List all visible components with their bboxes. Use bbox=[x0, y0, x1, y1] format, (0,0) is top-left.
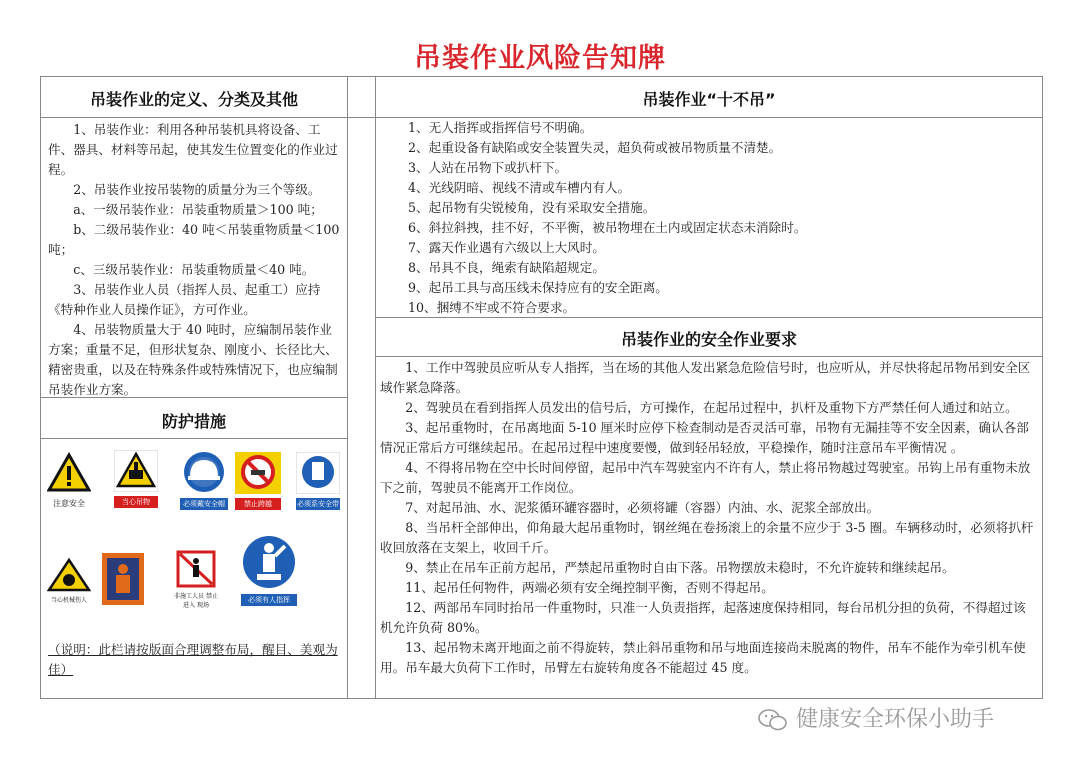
list-item: 4、光线阴暗、视线不清或车槽内有人。 bbox=[408, 180, 631, 195]
machinery-hazard-sign bbox=[47, 558, 91, 606]
divider bbox=[375, 356, 1043, 357]
definition-text bbox=[48, 120, 342, 400]
protective-clothing-sign bbox=[102, 553, 144, 605]
sign-label: 必须戴安全帽 bbox=[180, 498, 228, 510]
falling-object-sign bbox=[114, 450, 158, 506]
safety-requirements-heading: 吊装作业的安全作业要求 bbox=[620, 330, 797, 349]
list-item: 9、起吊工具与高压线未保持应有的安全距离。 bbox=[408, 280, 668, 295]
ten-prohibitions-heading: 吊装作业“十不吊” bbox=[642, 90, 776, 109]
definition-line: a、一级吊装作业：吊装重物质量＞100 吨； bbox=[73, 202, 323, 217]
list-item: 1、无人指挥或指挥信号不明确。 bbox=[408, 120, 593, 135]
definition-line: 1、吊装作业：利用各种吊装机具将设备、工件、器具、材料等吊起，使其发生位置变化的作业过程。 bbox=[48, 122, 338, 177]
signalman-required-sign bbox=[241, 534, 297, 608]
no-entry-sign bbox=[174, 550, 218, 608]
requirement-item: 7、对起吊油、水、泥浆循环罐容器时，必须将罐（容器）内油、水、泥浆全部放出。 bbox=[405, 500, 880, 515]
watermark-text: 健康安全环保小助手 bbox=[796, 707, 995, 732]
sign-label: 禁止跨越 bbox=[235, 498, 281, 510]
definition-line: 3、吊装作业人员（指挥人员、起重工）应持《特种作业人员操作证》，方可作业。 bbox=[48, 282, 321, 317]
requirement-item: 3、起吊重物时，在吊离地面 5-10 厘米时应停下检查制动是否灵活可靠，吊物有无漏挂等不安全因素，确认各部情况正常后方可继续起吊。在起吊过程中速度要慢，做到轻吊轻放，平稳操作，随时注意吊车平衡情况 。 bbox=[380, 420, 1029, 455]
definition-line: b、二级吊装作业：40 吨＜吊装重物质量＜100 吨； bbox=[48, 222, 340, 257]
list-item: 10、捆缚不牢或不符合要求。 bbox=[408, 300, 576, 315]
ten-prohibitions-list bbox=[378, 118, 1038, 318]
definition-heading: 吊装作业的定义、分类及其他 bbox=[89, 90, 298, 109]
safety-requirements-text bbox=[380, 358, 1038, 678]
list-item: 6、斜拉斜拽，挂不好，不平衡，被吊物埋在土内或固定状态未消除时。 bbox=[408, 220, 807, 235]
list-item: 7、露天作业遇有六级以上大风时。 bbox=[408, 240, 605, 255]
sign-label: 当心机械伤人 bbox=[50, 597, 87, 604]
definition-line: 4、吊装物质量大于 40 吨时，应编制吊装作业方案；重量不足，但形状复杂、刚度小、长径比大、精密贵重，以及在特殊条件或特殊情况下，也应编制吊装作业方案。 bbox=[48, 322, 338, 397]
divider bbox=[40, 438, 348, 439]
protection-heading: 防护措施 bbox=[161, 412, 226, 431]
watermark bbox=[758, 702, 994, 733]
requirement-item: 2、驾驶员在看到指挥人员发出的信号后，方可操作，在起吊过程中，扒杆及重物下方严禁任何人通过和站立。 bbox=[405, 400, 1018, 415]
sign-label: 注意安全 bbox=[53, 499, 85, 508]
definition-line: 2、吊装作业按吊装物的质量分为三个等级。 bbox=[73, 182, 321, 197]
list-item: 3、人站在吊物下或扒杆下。 bbox=[408, 160, 568, 175]
list-item: 2、起重设备有缺陷或安全装置失灵，超负荷或被吊物质量不清楚。 bbox=[408, 140, 782, 155]
divider bbox=[348, 117, 375, 118]
list-item: 8、吊具不良，绳索有缺陷超规定。 bbox=[408, 260, 605, 275]
sign-label: 当心吊物 bbox=[114, 496, 158, 508]
harness-sign bbox=[296, 452, 340, 508]
wechat-icon bbox=[758, 708, 788, 732]
requirement-item: 9、禁止在吊车正前方起吊，严禁起吊重物时自由下落。吊物摆放未稳时，不允许旋转和继续起吊。 bbox=[405, 560, 955, 575]
requirement-item: 4、不得将吊物在空中长时间停留，起吊中汽车驾驶室内不许有人，禁止将吊物越过驾驶室。吊钩上吊有重物未放下之前，驾驶员不能离开工作岗位。 bbox=[380, 460, 1031, 495]
divider bbox=[40, 117, 348, 118]
no-crossing-sign bbox=[235, 452, 281, 508]
requirement-item: 13、起吊物未离开地面之前不得旋转，禁止斜吊重物和吊与地面连接尚未脱离的物件，吊车不能作为牵引机车使用。吊车最大负荷下工作时，吊臂左右旋转角度各不能超过 45 度。 bbox=[380, 640, 1026, 675]
sign-label: 必须有人指挥 bbox=[241, 594, 297, 606]
sign-label: 必须系安全带 bbox=[297, 500, 339, 508]
layout-note: （说明：此栏请按版面合理调整布局，醒目、美观为佳） bbox=[48, 642, 338, 677]
column-gap bbox=[348, 76, 375, 699]
page-title: 吊装作业风险告知牌 bbox=[414, 43, 666, 74]
helmet-sign bbox=[180, 450, 228, 508]
definition-line: c、三级吊装作业：吊装重物质量＜40 吨。 bbox=[73, 262, 315, 277]
caution-sign bbox=[47, 452, 91, 508]
requirement-item: 1、工作中驾驶员应听从专人指挥，当在场的其他人发出紧急危险信号时，也应听从，并尽快将起吊物吊到安全区域作紧急降落。 bbox=[380, 360, 1031, 395]
requirement-item: 12、两部吊车同时抬吊一件重物时，只准一人负责指挥，起落速度保持相同，每台吊机分担的负荷，不得超过该机允许负荷 80%。 bbox=[380, 600, 1026, 635]
sign-label: 非施工人员 禁止进入 现场 bbox=[174, 593, 218, 609]
requirement-item: 8、当吊杆全部伸出，仰角最大起吊重物时，钢丝绳在卷扬滚上的余量不应少于 3-5 圈。车辆移动时，必须将扒杆收回放落在支架上，收回千斤。 bbox=[380, 520, 1034, 555]
list-item: 5、起吊物有尖锐棱角，没有采取安全措施。 bbox=[408, 200, 656, 215]
requirement-item: 11、起吊任何物件，两端必须有安全绳控制平衡，否则不得起吊。 bbox=[405, 580, 774, 595]
